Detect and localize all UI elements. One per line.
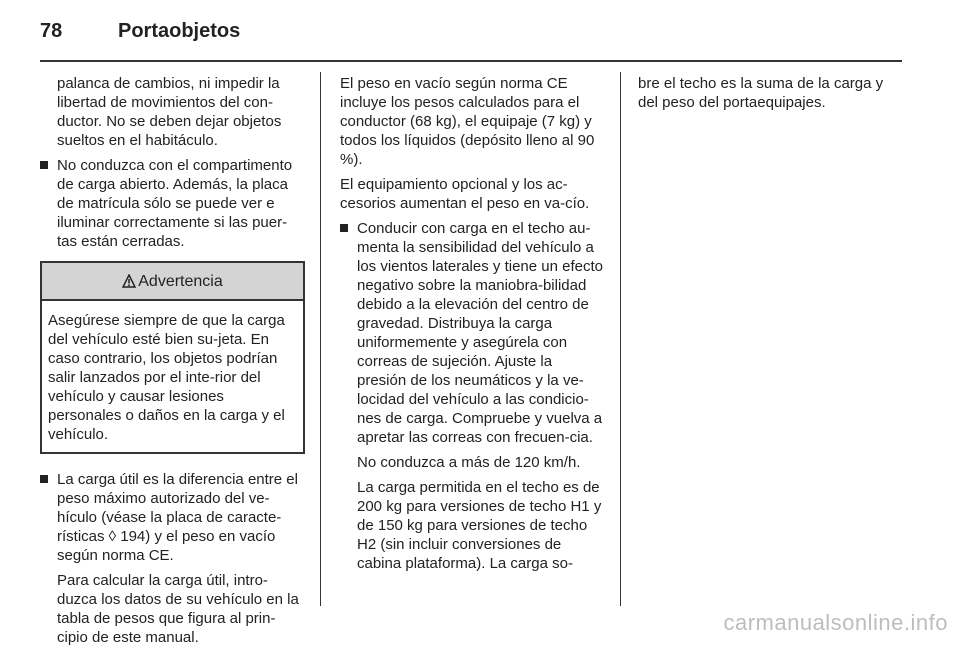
bullet-text: No conduzca con el compartimento de carga abierto. Además, la placa de matrícula sólo se puede ver e iluminar correctamente si las puer-tas están cerradas.	[57, 157, 293, 250]
bullet-text: La carga útil es la diferencia entre el peso máximo autorizado del ve-hículo (véase la placa de caracte-rísticas ◊ 194) y el peso en vacío según norma CE.	[57, 471, 298, 564]
warning-triangle-icon	[122, 274, 136, 288]
paragraph: La carga permitida en el techo es de 200 kg para versiones de techo H1 y de 150 kg para versiones de techo H2 (sin incluir conversiones de cabina plataforma). La carga so-	[357, 479, 602, 572]
header-rule	[40, 60, 902, 62]
column-2	[340, 74, 605, 579]
paragraph: bre el techo es la suma de la carga y del peso del portaequipajes.	[638, 75, 884, 111]
bullet-item	[40, 470, 305, 565]
square-bullet-icon	[340, 224, 348, 232]
paragraph: Para calcular la carga útil, intro-duzca los datos de su vehículo en la tabla de pesos que figura al prin-cipio de este manual.	[57, 572, 299, 646]
warning-text: Asegúrese siempre de que la carga del vehículo esté bien su-jeta. En caso contrario, los objetos podrían salir lanzados por el inte-rior del vehículo y causar lesiones personales o daños en la carga y el vehículo.	[48, 312, 285, 443]
paragraph: No conduzca a más de 120 km/h.	[357, 454, 581, 471]
column-divider-2	[620, 72, 621, 606]
paragraph: El peso en vacío según norma CE incluye los pesos calculados para el conductor (68 kg), el equipaje (7 kg) y todos los líquidos (depósito lleno al 90 %).	[340, 75, 595, 168]
square-bullet-icon	[40, 161, 48, 169]
column-1	[40, 74, 305, 653]
warning-header	[42, 263, 303, 301]
bullet-item	[40, 156, 305, 251]
column-divider-1	[320, 72, 321, 606]
page-number: 78	[40, 20, 63, 42]
warning-title: Advertencia	[138, 272, 223, 290]
paragraph: El equipamiento opcional y los ac-cesorios aumentan el peso en va-cío.	[340, 176, 590, 212]
continued-paragraph: palanca de cambios, ni impedir la libertad de movimientos del con-ductor. No se deben dejar objetos sueltos en el habitáculo.	[57, 75, 282, 149]
watermark: carmanualsonline.info	[723, 610, 948, 635]
column-3	[638, 74, 903, 118]
warning-box	[40, 261, 305, 454]
bullet-item	[340, 219, 605, 447]
bullet-text: Conducir con carga en el techo au-menta la sensibilidad del vehículo a los vientos laterales y tiene un efecto negativo sobre la maniobra-bilidad debido a la elevación del centro de gravedad. Distribuya la carga uniformemente y asegúrela con correas de sujeción. Ajuste la presión de los neumáticos y la ve-locidad del vehículo a las condicio-nes de carga. Compruebe y vuelva a apretar las correas con frecuen-cia.	[357, 220, 603, 446]
page-title: Portaobjetos	[118, 20, 241, 42]
square-bullet-icon	[40, 475, 48, 483]
